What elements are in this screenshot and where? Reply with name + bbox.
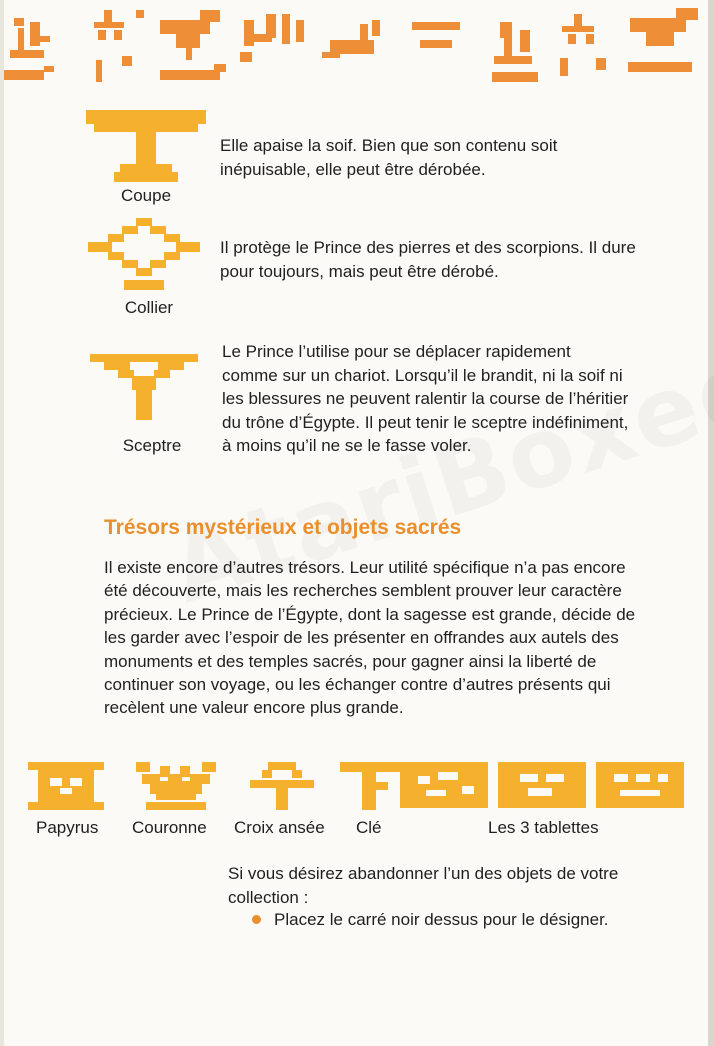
papyrus-icon: [28, 762, 104, 810]
crown-icon: [136, 762, 216, 810]
egyptian-hieroglyphs-icon: [0, 0, 714, 96]
object-label-papyrus: Papyrus: [36, 818, 99, 837]
page-edge-left: [0, 0, 4, 1046]
key-icon: [340, 762, 400, 810]
page-edge-right: [708, 0, 714, 1046]
item-description-sceptre: Le Prince l’utilise pour se déplacer rapidement comme sur un chariot. Lorsqu’il le brandit, ni la soif ni les blessures ne peuvent ralentir la course de l’héritier du trône d’Égypte. Il peut tenir le sceptre indéfiniment, à moins qu’il ne se le fasse voler.: [222, 342, 629, 455]
object-label-couronne: Couronne: [132, 818, 207, 837]
section-body: Il existe encore d’autres trésors. Leur utilité spécifique n’a pas encore été découverte, mais les recherches semblent prouver leur caractère précieux. Le Prince de l’Égypte, dont la sagesse est grande, décide de les garder avec l’espoir de les présenter en offrandes aux autels des monuments et des temples sacrés, pour gagner ainsi la liberté de continuer son voyage, ou les échanger contre d’autres présents qui recèlent une valeur encore plus grande.: [104, 558, 636, 718]
cup-icon: [86, 110, 206, 186]
instruction-bullet-text: Placez le carré noir dessus pour le désigner.: [274, 910, 609, 929]
ankh-icon: [250, 762, 314, 810]
instructions-intro: Si vous désirez abandonner l’un des objets de votre collection :: [228, 864, 619, 907]
object-label-tablettes: Les 3 tablettes: [488, 818, 599, 837]
item-description-coupe: Elle apaise la soif. Bien que son contenu soit inépuisable, elle peut être dérobée.: [220, 136, 558, 179]
object-label-cle: Clé: [356, 818, 382, 837]
item-description-collier: Il protège le Prince des pierres et des scorpions. Il dure pour toujours, mais peut être dérobé.: [220, 238, 636, 281]
objects-row: [28, 760, 688, 810]
item-caption-collier: Collier: [124, 298, 174, 317]
section-title: Trésors mystérieux et objets sacrés: [104, 516, 462, 539]
tablets-icon: [396, 760, 686, 810]
item-caption-sceptre: Sceptre: [122, 436, 182, 455]
bullet-dot-icon: [252, 915, 261, 924]
sceptre-icon: [90, 354, 198, 420]
object-label-croix-ansee: Croix ansée: [234, 818, 325, 837]
item-caption-coupe: Coupe: [120, 186, 172, 205]
necklace-icon: [88, 218, 200, 290]
